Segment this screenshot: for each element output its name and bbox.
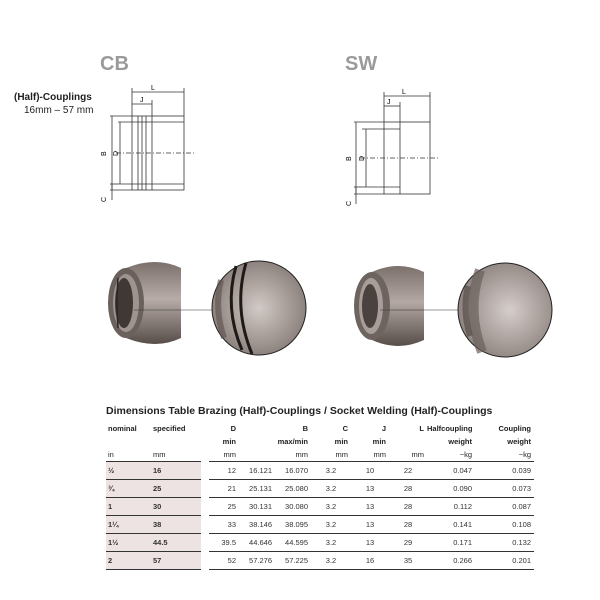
- cell-c-min: 3.2: [311, 462, 351, 480]
- cb-dim-d: D: [113, 150, 120, 156]
- cell-half-weight: 0.112: [427, 498, 475, 516]
- unit-half-weight: ~kg: [427, 448, 475, 462]
- cb-technical-drawing: [96, 80, 206, 205]
- sw-dim-j: J: [387, 99, 391, 106]
- sw-product-photo: [340, 252, 555, 367]
- sw-heading: SW: [345, 53, 378, 75]
- cell-c-min: 3.2: [311, 552, 351, 570]
- cell-j-min: 10: [351, 462, 389, 480]
- header-row-1: [106, 422, 534, 435]
- cell-b-min: 44.595: [275, 534, 311, 552]
- cell-specified: 38: [151, 516, 201, 534]
- col-coupling-sub: weight: [507, 437, 531, 446]
- size-range: 16mm – 57 mm: [24, 105, 94, 116]
- col-j: J: [381, 424, 386, 433]
- cb-dim-c: C: [101, 196, 108, 202]
- cell-coupling-weight: 0.073: [475, 480, 534, 498]
- sw-dim-l: L: [402, 89, 406, 96]
- col-half-sub: weight: [448, 437, 472, 446]
- cell-nominal: 2: [106, 552, 151, 570]
- cell-j-min: 13: [351, 516, 389, 534]
- dimensions-grid: [106, 422, 534, 570]
- cell-specified: 57: [151, 552, 201, 570]
- table-row: [106, 516, 534, 534]
- cell-b-max: 38.146: [239, 516, 275, 534]
- table-row: [106, 480, 534, 498]
- sw-dim-c: C: [346, 200, 353, 206]
- cell-d-min: 21: [209, 480, 239, 498]
- cell-b-max: 25.131: [239, 480, 275, 498]
- cell-b-max: 44.646: [239, 534, 275, 552]
- cell-c-min: 3.2: [311, 498, 351, 516]
- cell-d-min: 33: [209, 516, 239, 534]
- unit-d: mm: [209, 448, 239, 462]
- cb-dim-b: B: [101, 151, 108, 156]
- cell-coupling-weight: 0.132: [475, 534, 534, 552]
- cell-b-min: 38.095: [275, 516, 311, 534]
- col-halfcoupling: Halfcoupling: [427, 424, 473, 433]
- col-c-sub: min: [334, 437, 348, 446]
- header-row-2: [106, 435, 534, 448]
- cb-zoom-detail: [212, 261, 306, 355]
- table-row: [106, 498, 534, 516]
- dimensions-table: [106, 405, 534, 570]
- cell-c-min: 3.2: [311, 516, 351, 534]
- cell-j-min: 16: [351, 552, 389, 570]
- cb-heading: CB: [100, 53, 129, 75]
- sw-dim-b: B: [346, 156, 353, 161]
- cell-coupling-weight: 0.087: [475, 498, 534, 516]
- cb-product-photo: [96, 250, 311, 365]
- cell-d-min: 52: [209, 552, 239, 570]
- cell-nominal: 1½: [106, 534, 151, 552]
- sw-technical-drawing: [340, 86, 450, 211]
- col-b: B: [302, 424, 308, 433]
- table-row: [106, 462, 534, 480]
- cell-half-weight: 0.090: [427, 480, 475, 498]
- cell-l: 35: [389, 552, 427, 570]
- col-nominal: nominal: [108, 424, 137, 433]
- cell-half-weight: 0.047: [427, 462, 475, 480]
- cell-l: 28: [389, 498, 427, 516]
- cell-coupling-weight: 0.201: [475, 552, 534, 570]
- cell-d-min: 39.5: [209, 534, 239, 552]
- cell-l: 29: [389, 534, 427, 552]
- cell-nominal: 1: [106, 498, 151, 516]
- cell-nominal: ¾: [106, 480, 151, 498]
- cell-j-min: 13: [351, 480, 389, 498]
- cb-dim-j: J: [140, 97, 144, 104]
- col-coupling: Coupling: [498, 424, 531, 433]
- table-row: [106, 552, 534, 570]
- cell-j-min: 13: [351, 534, 389, 552]
- cell-nominal: 1¼: [106, 516, 151, 534]
- unit-coupling-weight: ~kg: [475, 448, 534, 462]
- col-j-sub: min: [372, 437, 386, 446]
- cell-half-weight: 0.171: [427, 534, 475, 552]
- col-specified: specified: [153, 424, 186, 433]
- cell-l: 28: [389, 516, 427, 534]
- cell-b-min: 30.080: [275, 498, 311, 516]
- cell-b-max: 16.121: [239, 462, 275, 480]
- cb-dim-l: L: [151, 85, 155, 92]
- cell-j-min: 13: [351, 498, 389, 516]
- cell-d-min: 25: [209, 498, 239, 516]
- cell-specified: 16: [151, 462, 201, 480]
- cell-l: 28: [389, 480, 427, 498]
- cell-half-weight: 0.141: [427, 516, 475, 534]
- units-row: [106, 448, 534, 462]
- cell-coupling-weight: 0.108: [475, 516, 534, 534]
- table-title: Dimensions Table Brazing (Half)-Couplings / Socket Welding (Half)-Couplings: [106, 405, 493, 417]
- unit-b: mm: [275, 448, 311, 462]
- unit-c: mm: [311, 448, 351, 462]
- cell-b-min: 16.070: [275, 462, 311, 480]
- col-b-sub: max/min: [277, 437, 308, 446]
- unit-specified: mm: [151, 448, 201, 462]
- cell-l: 22: [389, 462, 427, 480]
- cell-coupling-weight: 0.039: [475, 462, 534, 480]
- cell-nominal: ½: [106, 462, 151, 480]
- sw-dim-d: D: [359, 155, 366, 161]
- cell-half-weight: 0.266: [427, 552, 475, 570]
- cell-specified: 25: [151, 480, 201, 498]
- col-d: D: [230, 424, 236, 433]
- col-d-sub: min: [222, 437, 236, 446]
- table-row: [106, 534, 534, 552]
- cell-b-max: 30.131: [239, 498, 275, 516]
- product-title: (Half)-Couplings: [14, 92, 92, 103]
- col-l: L: [419, 424, 424, 433]
- cell-c-min: 3.2: [311, 534, 351, 552]
- cell-b-max: 57.276: [239, 552, 275, 570]
- unit-j: mm: [351, 448, 389, 462]
- unit-l: mm: [389, 448, 427, 462]
- cell-b-min: 57.225: [275, 552, 311, 570]
- cell-d-min: 12: [209, 462, 239, 480]
- cell-c-min: 3.2: [311, 480, 351, 498]
- unit-nominal: in: [106, 448, 151, 462]
- cell-specified: 44.5: [151, 534, 201, 552]
- cell-b-min: 25.080: [275, 480, 311, 498]
- col-c: C: [342, 424, 348, 433]
- cell-specified: 30: [151, 498, 201, 516]
